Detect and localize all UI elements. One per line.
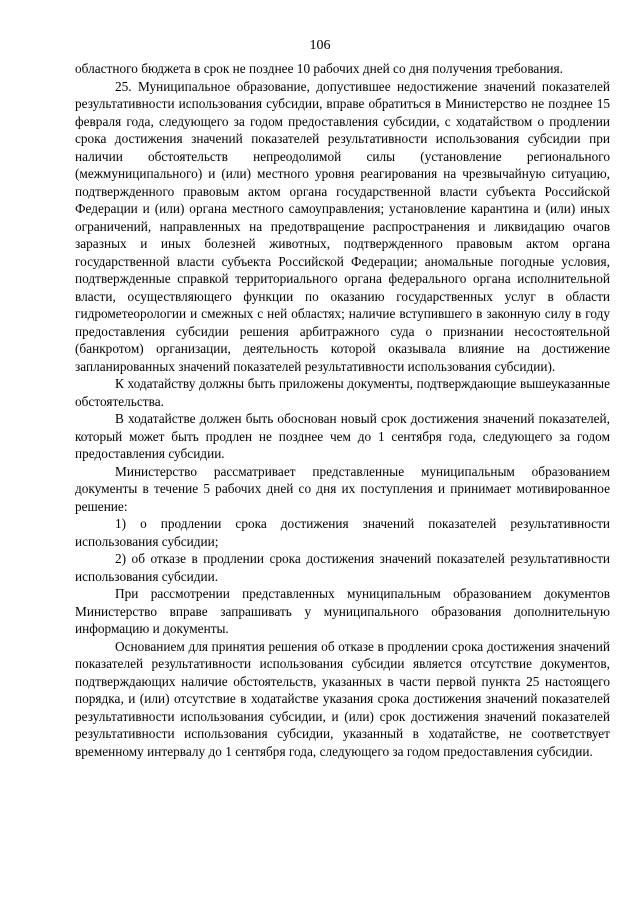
- paragraph-continuation: областного бюджета в срок не позднее 10 рабочих дней со дня получения требования.: [75, 61, 563, 76]
- paragraph-item-25: 25. Муниципальное образование, допустившее недостижение значений показателей результативности использования субсидии, вправе обратиться в Министерство не позднее 15 февраля года, следующего за годом предоставления субсидии, с ходатайством о продлении срока достижения значений показателей результативности использования субсидии при наличии обстоятельств непреодолимой силы (установление регионального (межмуниципального) и (или) местного уровня реагирования на чрезвычайную ситуацию, подтвержденного правовым актом органа государственной власти субъекта Российской Федерации и (или) органа местного самоуправления; установление карантина и (или) иных ограничений, направленных на предотвращение распространения и ликвидацию очагов заразных и иных болезней животных, подтвержденного правовым актом органа государственной власти субъекта Российской Федерации; аномальные погодные условия, подтвержденные справкой территориального органа федерального органа исполнительной власти, осуществляющего функции по оказанию государственных услуг в области гидрометеорологии и смежных с ней областях; наличие вступившего в законную силу в году предоставления субсидии решения арбитражного суда о признании несостоятельной (банкротом) организации, деятельность которой оказывала влияние на достижение запланированных значений показателей результативности использования субсидии).: [75, 78, 610, 374]
- document-body: [75, 60, 610, 760]
- page-number: 106: [309, 38, 331, 53]
- paragraph-refusal-grounds: Основанием для принятия решения об отказе в продлении срока достижения значений показателей результативности использования субсидии является отсутствие документов, подтверждающих наличие обстоятельств, указанных в части первой пункта 25 настоящего порядка, и (или) отсутствие в ходатайстве указания срока достижения значений показателей результативности использования субсидии, и (или) срок достижения значений показателей результативности использования субсидии, указанный в ходатайстве, не соответствует временному интервалу до 1 сентября года, следующего за годом предоставления субсидии.: [75, 638, 610, 759]
- paragraph-decision-2: 2) об отказе в продлении срока достижения значений показателей результативности использования субсидии.: [75, 551, 610, 584]
- paragraph-ministry-review: Министерство рассматривает представленные муниципальным образованием документы в течение 5 рабочих дней со дня их поступления и принимает мотивированное решение:: [75, 463, 610, 514]
- paragraph-decision-1: 1) о продлении срока достижения значений показателей результативности использования субсидии;: [75, 516, 610, 549]
- paragraph-new-deadline: В ходатайстве должен быть обоснован новый срок достижения значений показателей, который может быть продлен не позднее чем до 1 сентября года, следующего за годом предоставления субсидии.: [75, 411, 610, 461]
- paragraph-attachments: К ходатайству должны быть приложены документы, подтверждающие вышеуказанные обстоятельства.: [75, 376, 610, 409]
- paragraph-additional-info: При рассмотрении представленных муниципальным образованием документов Министерство вправе запрашивать у муниципального образования дополнительную информацию и документы.: [75, 586, 610, 636]
